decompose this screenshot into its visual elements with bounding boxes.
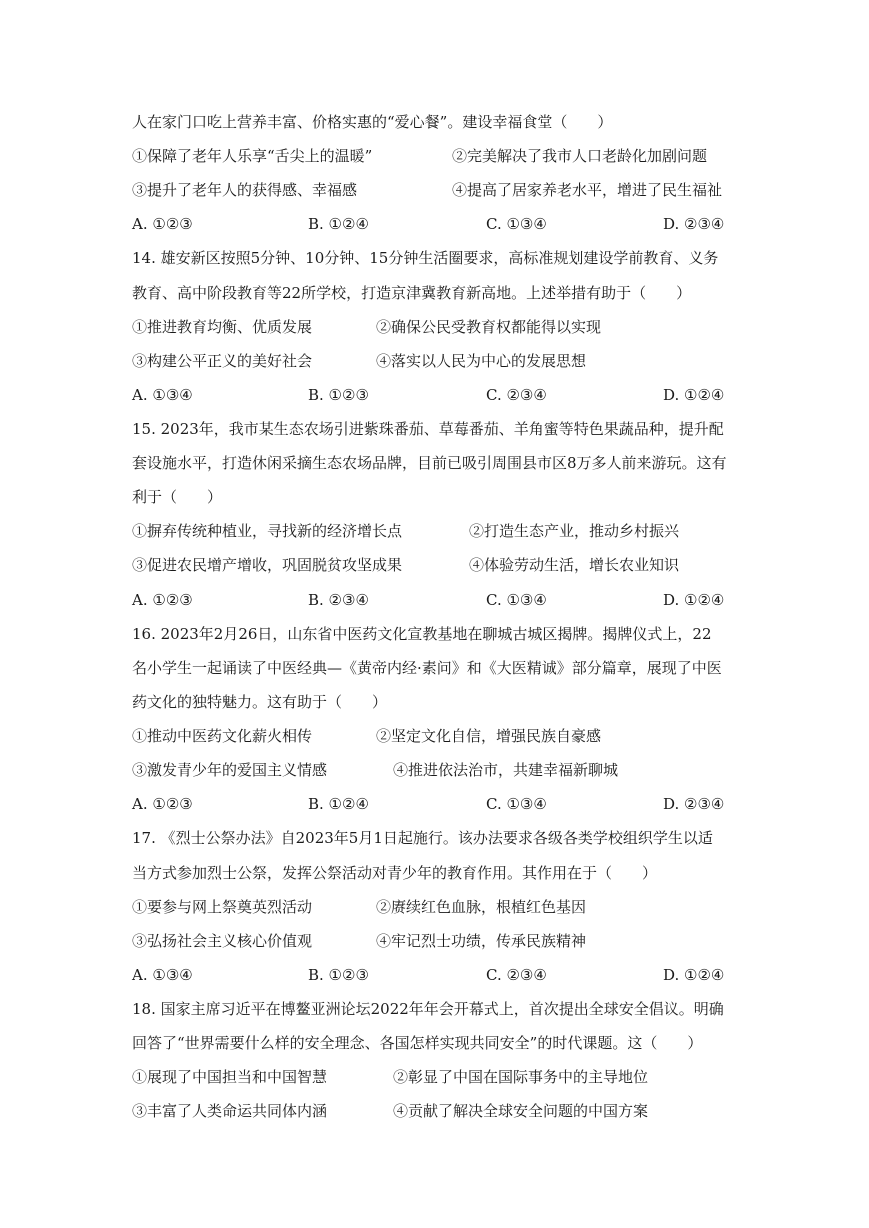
q16-choice-c: C. ①③④: [486, 795, 547, 813]
q13-choices: [132, 214, 742, 234]
q17-choice-c: C. ②③④: [486, 966, 547, 984]
q16-choice-a: A. ①②③: [132, 795, 193, 813]
q14-choice-d: D. ①②④: [663, 386, 725, 404]
q16-stem-line-3: 药文化的独特魅力。这有助于（ ）: [132, 693, 388, 711]
q13-stem-tail: 人在家门口吃上营养丰富、价格实惠的“爱心餐”。建设幸福食堂（ ）: [132, 113, 613, 131]
q13-option-3: ③提升了老年人的获得感、幸福感: [132, 181, 358, 199]
q15-choice-b: B. ②③④: [308, 591, 369, 609]
q14-stem-line-2: 教育、高中阶段教育等22所学校，打造京津冀教育新高地。上述举措有助于（ ）: [132, 284, 692, 302]
q16-option-3: ③激发青少年的爱国主义情感: [132, 761, 328, 779]
q13-choice-c: C. ①③④: [486, 215, 547, 233]
q14-option-3: ③构建公平正义的美好社会: [132, 352, 313, 370]
q14-choice-b: B. ①②③: [308, 386, 369, 404]
q15-options-row-1: [132, 521, 742, 541]
q15-stem-line-3: 利于（ ）: [132, 488, 223, 506]
q14-choices: [132, 385, 742, 405]
q17-option-3: ③弘扬社会主义核心价值观: [132, 932, 313, 950]
q13-option-4: ④提高了居家养老水平，增进了民生福祉: [452, 181, 723, 199]
q16-choices: [132, 794, 742, 814]
q14-options-row-2: [132, 351, 742, 371]
q15-options-row-2: [132, 555, 742, 575]
q17-option-1: ①要参与网上祭奠英烈活动: [132, 898, 313, 916]
q15-stem-line-1: 15. 2023年，我市某生态农场引进紫珠番茄、草莓番茄、羊角蜜等特色果蔬品种，提升配: [132, 420, 724, 438]
q18-options-row-2: [132, 1101, 742, 1121]
q16-option-2: ②坚定文化自信，增强民族自豪感: [376, 727, 602, 745]
q15-option-4: ④体验劳动生活，增长农业知识: [469, 556, 680, 574]
q17-choices: [132, 965, 742, 985]
q15-choice-a: A. ①②③: [132, 591, 193, 609]
q16-choice-b: B. ①②④: [308, 795, 369, 813]
q17-stem-line-2: 当方式参加烈士公祭，发挥公祭活动对青少年的教育作用。其作用在于（ ）: [132, 864, 658, 882]
q13-option-2: ②完美解决了我市人口老龄化加剧问题: [452, 147, 708, 165]
q15-stem-line-2: 套设施水平，打造休闲采摘生态农场品牌，目前已吸引周围县市区8万多人前来游玩。这有: [132, 454, 727, 472]
q16-option-1: ①推动中医药文化薪火相传: [132, 727, 313, 745]
q14-stem-line-1: 14. 雄安新区按照5分钟、10分钟、15分钟生活圈要求，高标准规划建设学前教育、义务: [132, 249, 719, 267]
q13-choice-d: D. ②③④: [663, 215, 725, 233]
q14-choice-a: A. ①③④: [132, 386, 193, 404]
q13-options-row-1: [132, 146, 742, 166]
q15-option-3: ③促进农民增产增收，巩固脱贫攻坚成果: [132, 556, 403, 574]
q16-option-4: ④推进依法治市，共建幸福新聊城: [393, 761, 619, 779]
q17-choice-a: A. ①③④: [132, 966, 193, 984]
q18-option-2: ②彰显了中国在国际事务中的主导地位: [393, 1068, 649, 1086]
q13-option-1: ①保障了老年人乐享“舌尖上的温暖”: [132, 147, 373, 165]
q18-option-4: ④贡献了解决全球安全问题的中国方案: [393, 1102, 649, 1120]
q16-stem-line-2: 名小学生一起诵读了中医经典—《黄帝内经·素问》和《大医精诚》部分篇章，展现了中医: [132, 659, 722, 677]
q15-option-2: ②打造生态产业，推动乡村振兴: [469, 522, 680, 540]
q13-choice-b: B. ①②④: [308, 215, 369, 233]
q16-stem-line-1: 16. 2023年2月26日，山东省中医药文化宣教基地在聊城古城区揭牌。揭牌仪式上，22: [132, 625, 712, 643]
q18-option-1: ①展现了中国担当和中国智慧: [132, 1068, 328, 1086]
q16-choice-d: D. ②③④: [663, 795, 725, 813]
q15-option-1: ①摒弃传统种植业，寻找新的经济增长点: [132, 522, 403, 540]
q14-choice-c: C. ②③④: [486, 386, 547, 404]
q14-option-4: ④落实以人民为中心的发展思想: [376, 352, 587, 370]
q17-option-4: ④牢记烈士功绩，传承民族精神: [376, 932, 587, 950]
q17-option-2: ②赓续红色血脉，根植红色基因: [376, 898, 587, 916]
q18-option-3: ③丰富了人类命运共同体内涵: [132, 1102, 328, 1120]
q18-options-row-1: [132, 1067, 742, 1087]
q15-choice-c: C. ①③④: [486, 591, 547, 609]
q17-options-row-2: [132, 931, 742, 951]
q16-options-row-1: [132, 726, 742, 746]
q18-stem-line-1: 18. 国家主席习近平在博鳌亚洲论坛2022年年会开幕式上，首次提出全球安全倡议。明确: [132, 1000, 724, 1018]
q13-options-row-2: [132, 180, 742, 200]
q14-option-2: ②确保公民受教育权都能得以实现: [376, 318, 602, 336]
q17-choice-b: B. ①②③: [308, 966, 369, 984]
q15-choices: [132, 590, 742, 610]
q18-stem-line-2: 回答了“世界需要什么样的安全理念、各国怎样实现共同安全”的时代课题。这（ ）: [132, 1034, 703, 1052]
q15-choice-d: D. ①②④: [663, 591, 725, 609]
q17-options-row-1: [132, 897, 742, 917]
q14-options-row-1: [132, 317, 742, 337]
q17-choice-d: D. ①②④: [663, 966, 725, 984]
q16-options-row-2: [132, 760, 742, 780]
q13-choice-a: A. ①②③: [132, 215, 193, 233]
q17-stem-line-1: 17. 《烈士公祭办法》自2023年5月1日起施行。该办法要求各级各类学校组织学生以适: [132, 829, 713, 847]
q14-option-1: ①推进教育均衡、优质发展: [132, 318, 313, 336]
